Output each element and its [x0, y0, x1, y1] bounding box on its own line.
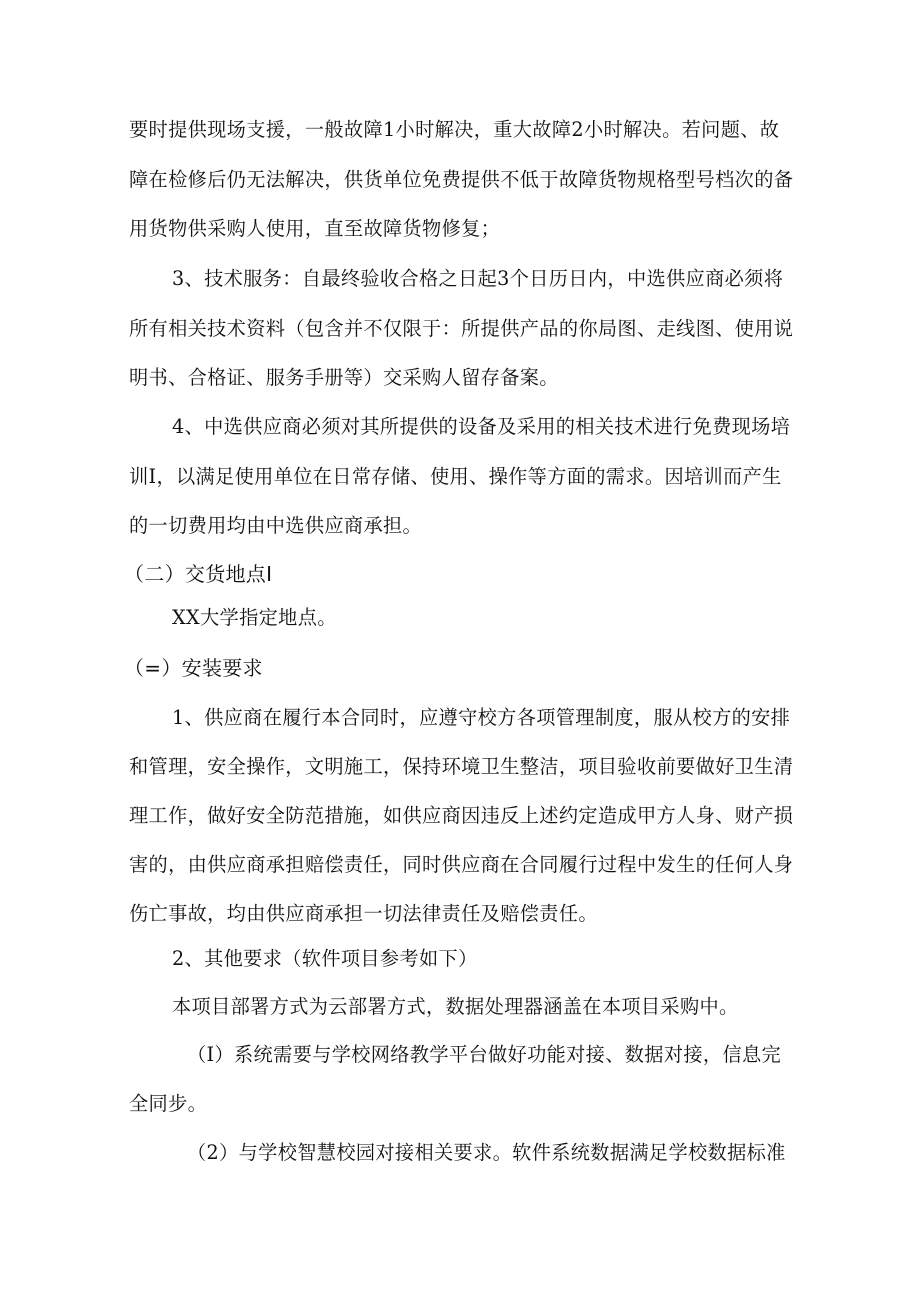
paragraph-line: 2、其他要求（软件项目参考如下）: [172, 947, 478, 970]
paragraph-line: 害的，由供应商承担赔偿责任，同时供应商在合同履行过程中发生的任何人身: [129, 853, 794, 876]
paragraph-line: 理工作，做好安全防范措施，如供应商因违反上述约定造成甲方人身、财产损: [129, 804, 794, 827]
paragraph-line: 本项目部署方式为云部署方式，数据处理器涵盖在本项目采购中。: [172, 995, 739, 1018]
paragraph-line: 3、技术服务：自最终验收合格之日起3个日历日内，中选供应商必须将: [172, 267, 784, 290]
paragraph-line: 要时提供现场支援，一般故障1小时解决，重大故障2小时解决。若问题、故: [129, 118, 780, 141]
paragraph-line: 用货物供采购人使用，直至故障货物修复；: [129, 217, 501, 240]
paragraph-line: 训I，以满足使用单位在日常存储、使用、操作等方面的需求。因培训而产生: [129, 465, 782, 488]
paragraph-line: 障在检修后仍无法解决，供货单位免费提供不低于故障货物规格型号档次的备: [129, 168, 794, 191]
paragraph-line: 所有相关技术资料（包含并不仅限于：所提供产品的你局图、走线图、使用说: [129, 317, 794, 340]
paragraph-line: 的一切费用均由中选供应商承担。: [129, 514, 423, 537]
paragraph-line: （I）系统需要与学校网络教学平台做好功能对接、数据对接，信息完: [187, 1043, 782, 1066]
paragraph-line: 全同步。: [129, 1092, 208, 1115]
paragraph-line: 伤亡事故，均由供应商承担一切法律责任及赔偿责任。: [129, 902, 598, 925]
paragraph-line: XX大学指定地点。: [172, 606, 337, 629]
paragraph-line: 4、中选供应商必须对其所提供的设备及采用的相关技术进行免费现场培: [172, 415, 791, 438]
paragraph-line: 和管理，安全操作，文明施工，保持环境卫生整洁，项目验收前要做好卫生清: [129, 755, 794, 778]
section-heading: （二）交货地点I: [124, 562, 273, 586]
paragraph-line: 明书、合格证、服务手册等）交采购人留存备案。: [129, 366, 559, 389]
section-heading: （=）安装要求: [124, 656, 263, 680]
paragraph-line: （2）与学校智慧校园对接相关要求。软件系统数据满足学校数据标准: [187, 1141, 786, 1164]
paragraph-line: 1、供应商在履行本合同时，应遵守校方各项管理制度，服从校方的安排: [172, 706, 791, 729]
